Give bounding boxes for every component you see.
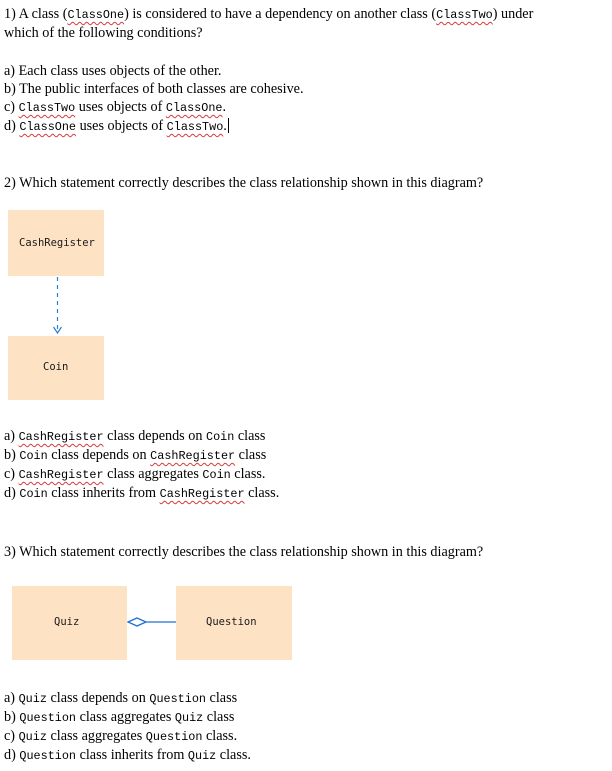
class-name-coin: Coin bbox=[43, 361, 69, 373]
q1-code-classone: ClassOne bbox=[67, 8, 125, 22]
q1-option-b: b) The public interfaces of both classes are cohesive. bbox=[4, 81, 304, 97]
class-box-question bbox=[176, 586, 292, 660]
q2-option-d: d) Coin class inherits from CashRegister class. bbox=[4, 485, 280, 501]
q1-option-d: d) ClassOne uses objects of ClassTwo. bbox=[4, 118, 227, 134]
q2-option-c: c) CashRegister class aggregates Coin class. bbox=[4, 466, 266, 482]
class-box-quiz bbox=[12, 586, 127, 660]
dependency-arrow bbox=[48, 276, 68, 338]
q1-question-line1: 1) A class (ClassOne) is considered to have a dependency on another class (ClassTwo) under bbox=[4, 6, 534, 22]
class-name-cashregister: CashRegister bbox=[19, 237, 95, 249]
q3-option-d: d) Question class inherits from Quiz class. bbox=[4, 747, 251, 763]
class-name-quiz: Quiz bbox=[54, 616, 80, 628]
q3-option-c: c) Quiz class aggregates Question class. bbox=[4, 728, 238, 744]
class-box-cashregister bbox=[8, 210, 104, 276]
q1-question-line2: which of the following conditions? bbox=[4, 25, 203, 41]
q3-option-b: b) Question class aggregates Quiz class bbox=[4, 709, 235, 725]
class-name-question: Question bbox=[206, 616, 257, 628]
q3-question: 3) Which statement correctly describes the class relationship shown in this diagram? bbox=[4, 544, 484, 560]
class-box-coin bbox=[8, 336, 104, 400]
q1-option-a: a) Each class uses objects of the other. bbox=[4, 63, 222, 79]
q2-option-a: a) CashRegister class depends on Coin class bbox=[4, 428, 266, 444]
q2-question: 2) Which statement correctly describes the class relationship shown in this diagram? bbox=[4, 175, 484, 191]
q2-option-b: b) Coin class depends on CashRegister class bbox=[4, 447, 267, 463]
q3-option-a: a) Quiz class depends on Question class bbox=[4, 690, 238, 706]
aggregation-connector bbox=[127, 614, 177, 630]
q1-code-classtwo: ClassTwo bbox=[436, 8, 493, 22]
aggregation-diamond-icon bbox=[128, 618, 146, 626]
q1-option-c: c) ClassTwo uses objects of ClassOne. bbox=[4, 99, 227, 115]
text-cursor bbox=[228, 118, 229, 133]
